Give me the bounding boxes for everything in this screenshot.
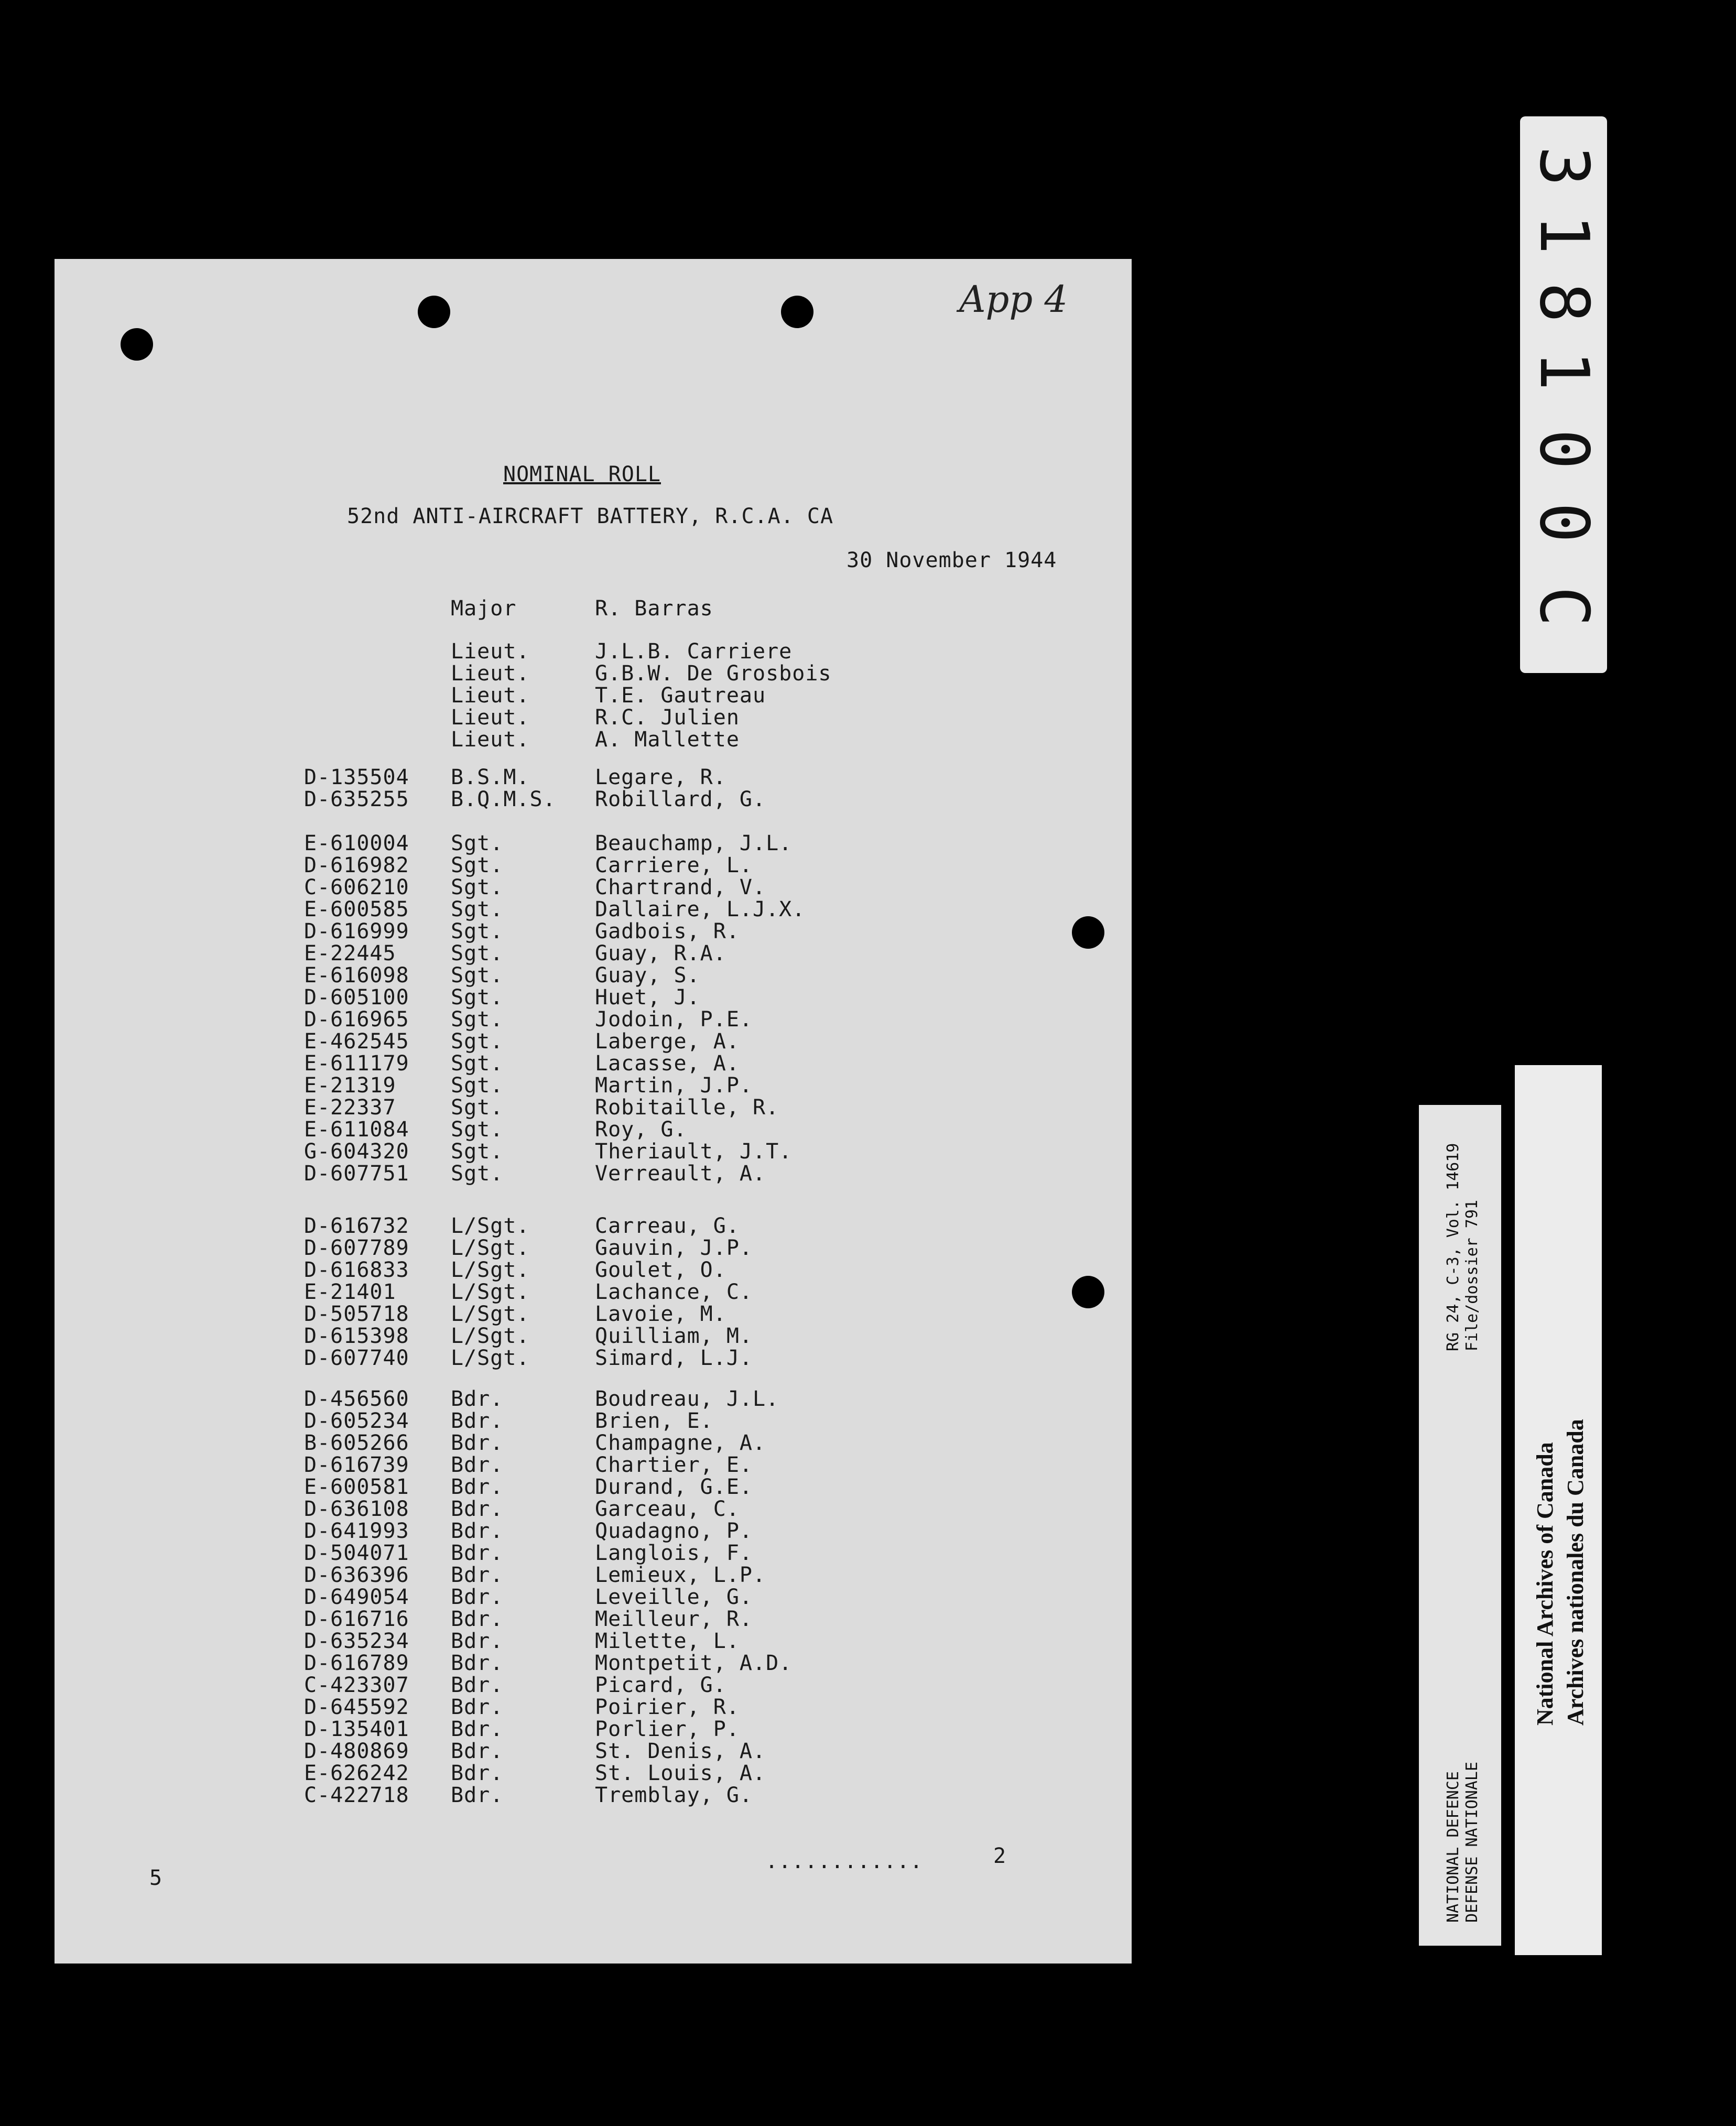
service-number: D-616833 bbox=[304, 1258, 409, 1282]
soldier-name: R. Barras bbox=[595, 596, 713, 621]
punch-hole bbox=[121, 328, 153, 361]
rank: Major bbox=[451, 596, 517, 621]
service-number: E-600581 bbox=[304, 1475, 409, 1499]
soldier-name: Laberge, A. bbox=[595, 1029, 740, 1054]
rank: Sgt. bbox=[451, 1140, 504, 1164]
punch-hole bbox=[781, 296, 813, 328]
soldier-name: Gadbois, R. bbox=[595, 919, 740, 943]
rank: Sgt. bbox=[451, 1118, 504, 1142]
rank: Sgt. bbox=[451, 985, 504, 1010]
service-number: D-605234 bbox=[304, 1409, 409, 1433]
footer-mark: 5 bbox=[149, 1866, 163, 1890]
soldier-name: St. Louis, A. bbox=[595, 1761, 766, 1785]
soldier-name: Meilleur, R. bbox=[595, 1607, 753, 1631]
service-number: G-604320 bbox=[304, 1140, 409, 1164]
soldier-name: Carreau, G. bbox=[595, 1214, 740, 1238]
punch-hole bbox=[1072, 916, 1104, 949]
service-number: D-616789 bbox=[304, 1651, 409, 1675]
rank: Lieut. bbox=[451, 684, 530, 708]
service-number: D-616982 bbox=[304, 853, 409, 877]
soldier-name: J.L.B. Carriere bbox=[595, 639, 793, 664]
service-number: E-21401 bbox=[304, 1280, 396, 1304]
service-number: D-607789 bbox=[304, 1236, 409, 1260]
service-number: D-607740 bbox=[304, 1346, 409, 1370]
soldier-name: Goulet, O. bbox=[595, 1258, 726, 1282]
document-title: NOMINAL ROLL bbox=[503, 462, 661, 486]
service-number: D-615398 bbox=[304, 1324, 409, 1348]
soldier-name: Montpetit, A.D. bbox=[595, 1651, 793, 1675]
rank: Bdr. bbox=[451, 1673, 504, 1697]
soldier-name: Guay, S. bbox=[595, 963, 700, 988]
soldier-name: R.C. Julien bbox=[595, 706, 740, 730]
rank: B.S.M. bbox=[451, 765, 530, 789]
rank: Bdr. bbox=[451, 1409, 504, 1433]
service-number: C-422718 bbox=[304, 1783, 409, 1807]
soldier-name: Quadagno, P. bbox=[595, 1519, 753, 1543]
soldier-name: Chartier, E. bbox=[595, 1453, 753, 1477]
service-number: D-616965 bbox=[304, 1007, 409, 1032]
rank: Sgt. bbox=[451, 1073, 504, 1098]
service-number: E-600585 bbox=[304, 897, 409, 921]
rank: Bdr. bbox=[451, 1739, 504, 1763]
service-number: D-505718 bbox=[304, 1302, 409, 1326]
service-number: D-135504 bbox=[304, 765, 409, 789]
service-number: D-504071 bbox=[304, 1541, 409, 1565]
service-number: B-605266 bbox=[304, 1431, 409, 1455]
frame-digit: C bbox=[1525, 586, 1603, 627]
soldier-name: Garceau, C. bbox=[595, 1497, 740, 1521]
soldier-name: Theriault, J.T. bbox=[595, 1140, 793, 1164]
rank: Sgt. bbox=[451, 1095, 504, 1120]
department-fr: DEFENSE NATIONALE bbox=[1463, 1761, 1481, 1923]
rank: Bdr. bbox=[451, 1541, 504, 1565]
rank: Sgt. bbox=[451, 1162, 504, 1186]
soldier-name: St. Denis, A. bbox=[595, 1739, 766, 1763]
rank: Bdr. bbox=[451, 1761, 504, 1785]
rank: Bdr. bbox=[451, 1695, 504, 1719]
archives-en: National Archives of Canada bbox=[1532, 1442, 1558, 1726]
soldier-name: Picard, G. bbox=[595, 1673, 726, 1697]
service-number: D-641993 bbox=[304, 1519, 409, 1543]
soldier-name: Durand, G.E. bbox=[595, 1475, 753, 1499]
service-number: D-480869 bbox=[304, 1739, 409, 1763]
rank: Sgt. bbox=[451, 853, 504, 877]
service-number: E-611179 bbox=[304, 1051, 409, 1076]
soldier-name: Tremblay, G. bbox=[595, 1783, 753, 1807]
rank: L/Sgt. bbox=[451, 1258, 530, 1282]
rank: Sgt. bbox=[451, 1029, 504, 1054]
rank: L/Sgt. bbox=[451, 1324, 530, 1348]
department-label bbox=[1419, 1105, 1501, 1946]
service-number: D-616732 bbox=[304, 1214, 409, 1238]
reference-line-1: RG 24, C-3, Vol. 14619 bbox=[1444, 1143, 1462, 1351]
service-number: E-626242 bbox=[304, 1761, 409, 1785]
rank: Bdr. bbox=[451, 1585, 504, 1609]
rank: Bdr. bbox=[451, 1475, 504, 1499]
rank: Sgt. bbox=[451, 875, 504, 899]
rank: Bdr. bbox=[451, 1783, 504, 1807]
service-number: E-610004 bbox=[304, 831, 409, 855]
rank: Sgt. bbox=[451, 831, 504, 855]
soldier-name: Carriere, L. bbox=[595, 853, 753, 877]
archives-label bbox=[1515, 1065, 1602, 1955]
frame-digit: 1 bbox=[1525, 214, 1603, 255]
rank: Sgt. bbox=[451, 963, 504, 988]
soldier-name: Porlier, P. bbox=[595, 1717, 740, 1741]
service-number: E-611084 bbox=[304, 1118, 409, 1142]
soldier-name: G.B.W. De Grosbois bbox=[595, 661, 832, 686]
rank: Bdr. bbox=[451, 1651, 504, 1675]
frame-digit: 0 bbox=[1525, 429, 1603, 470]
soldier-name: Chartrand, V. bbox=[595, 875, 766, 899]
soldier-name: Martin, J.P. bbox=[595, 1073, 753, 1098]
service-number: E-21319 bbox=[304, 1073, 396, 1098]
rank: Sgt. bbox=[451, 897, 504, 921]
handwritten-note: App 4 bbox=[959, 278, 1068, 321]
archives-fr: Archives nationales du Canada bbox=[1563, 1419, 1588, 1726]
soldier-name: Quilliam, M. bbox=[595, 1324, 753, 1348]
soldier-name: Lacasse, A. bbox=[595, 1051, 740, 1076]
soldier-name: Verreault, A. bbox=[595, 1162, 766, 1186]
rank: Sgt. bbox=[451, 941, 504, 966]
rank: Sgt. bbox=[451, 1007, 504, 1032]
service-number: D-636396 bbox=[304, 1563, 409, 1587]
soldier-name: Jodoin, P.E. bbox=[595, 1007, 753, 1032]
service-number: D-636108 bbox=[304, 1497, 409, 1521]
soldier-name: Leveille, G. bbox=[595, 1585, 753, 1609]
rank: Bdr. bbox=[451, 1497, 504, 1521]
service-number: D-616716 bbox=[304, 1607, 409, 1631]
soldier-name: T.E. Gautreau bbox=[595, 684, 766, 708]
soldier-name: Robillard, G. bbox=[595, 787, 766, 811]
service-number: D-649054 bbox=[304, 1585, 409, 1609]
footer-dots: ............ bbox=[765, 1849, 923, 1873]
soldier-name: Beauchamp, J.L. bbox=[595, 831, 793, 855]
rank: L/Sgt. bbox=[451, 1214, 530, 1238]
document-date: 30 November 1944 bbox=[847, 548, 1057, 572]
soldier-name: Legare, R. bbox=[595, 765, 726, 789]
page-number: 2 bbox=[993, 1844, 1007, 1868]
rank: Sgt. bbox=[451, 1051, 504, 1076]
service-number: D-635255 bbox=[304, 787, 409, 811]
service-number: E-616098 bbox=[304, 963, 409, 988]
unit-name: 52nd ANTI-AIRCRAFT BATTERY, R.C.A. CA bbox=[347, 504, 834, 528]
soldier-name: Roy, G. bbox=[595, 1118, 687, 1142]
soldier-name: A. Mallette bbox=[595, 728, 740, 752]
rank: Bdr. bbox=[451, 1563, 504, 1587]
service-number: E-22445 bbox=[304, 941, 396, 966]
rank: Bdr. bbox=[451, 1717, 504, 1741]
rank: Bdr. bbox=[451, 1431, 504, 1455]
rank: L/Sgt. bbox=[451, 1236, 530, 1260]
service-number: D-635234 bbox=[304, 1629, 409, 1653]
soldier-name: Lachance, C. bbox=[595, 1280, 753, 1304]
soldier-name: Dallaire, L.J.X. bbox=[595, 897, 806, 921]
service-number: E-22337 bbox=[304, 1095, 396, 1120]
service-number: D-456560 bbox=[304, 1387, 409, 1411]
frame-digit: 3 bbox=[1525, 146, 1603, 187]
rank: L/Sgt. bbox=[451, 1346, 530, 1370]
rank: Sgt. bbox=[451, 919, 504, 943]
rank: Bdr. bbox=[451, 1607, 504, 1631]
service-number: D-616739 bbox=[304, 1453, 409, 1477]
rank: Bdr. bbox=[451, 1519, 504, 1543]
punch-hole bbox=[418, 296, 450, 328]
service-number: E-462545 bbox=[304, 1029, 409, 1054]
punch-hole bbox=[1072, 1276, 1104, 1308]
frame-digit: 0 bbox=[1525, 502, 1603, 543]
soldier-name: Lavoie, M. bbox=[595, 1302, 726, 1326]
soldier-name: Huet, J. bbox=[595, 985, 700, 1010]
frame-digit: 8 bbox=[1525, 282, 1603, 323]
rank: Lieut. bbox=[451, 728, 530, 752]
rank: Lieut. bbox=[451, 661, 530, 686]
soldier-name: Simard, L.J. bbox=[595, 1346, 753, 1370]
service-number: D-616999 bbox=[304, 919, 409, 943]
rank: Lieut. bbox=[451, 639, 530, 664]
soldier-name: Poirier, R. bbox=[595, 1695, 740, 1719]
reference-line-2: File/dossier 791 bbox=[1463, 1200, 1481, 1351]
frame-digit: 1 bbox=[1525, 350, 1603, 391]
service-number: D-645592 bbox=[304, 1695, 409, 1719]
soldier-name: Boudreau, J.L. bbox=[595, 1387, 779, 1411]
soldier-name: Guay, R.A. bbox=[595, 941, 726, 966]
soldier-name: Champagne, A. bbox=[595, 1431, 766, 1455]
rank: Bdr. bbox=[451, 1387, 504, 1411]
soldier-name: Milette, L. bbox=[595, 1629, 740, 1653]
rank: Bdr. bbox=[451, 1453, 504, 1477]
rank: L/Sgt. bbox=[451, 1280, 530, 1304]
service-number: C-423307 bbox=[304, 1673, 409, 1697]
rank: Bdr. bbox=[451, 1629, 504, 1653]
rank: Lieut. bbox=[451, 706, 530, 730]
department-en: NATIONAL DEFENCE bbox=[1444, 1771, 1462, 1923]
service-number: D-607751 bbox=[304, 1162, 409, 1186]
service-number: C-606210 bbox=[304, 875, 409, 899]
soldier-name: Robitaille, R. bbox=[595, 1095, 779, 1120]
rank: L/Sgt. bbox=[451, 1302, 530, 1326]
soldier-name: Brien, E. bbox=[595, 1409, 713, 1433]
frame-number-strip bbox=[1520, 116, 1607, 673]
service-number: D-135401 bbox=[304, 1717, 409, 1741]
soldier-name: Lemieux, L.P. bbox=[595, 1563, 766, 1587]
soldier-name: Gauvin, J.P. bbox=[595, 1236, 753, 1260]
soldier-name: Langlois, F. bbox=[595, 1541, 753, 1565]
rank: B.Q.M.S. bbox=[451, 787, 556, 811]
service-number: D-605100 bbox=[304, 985, 409, 1010]
